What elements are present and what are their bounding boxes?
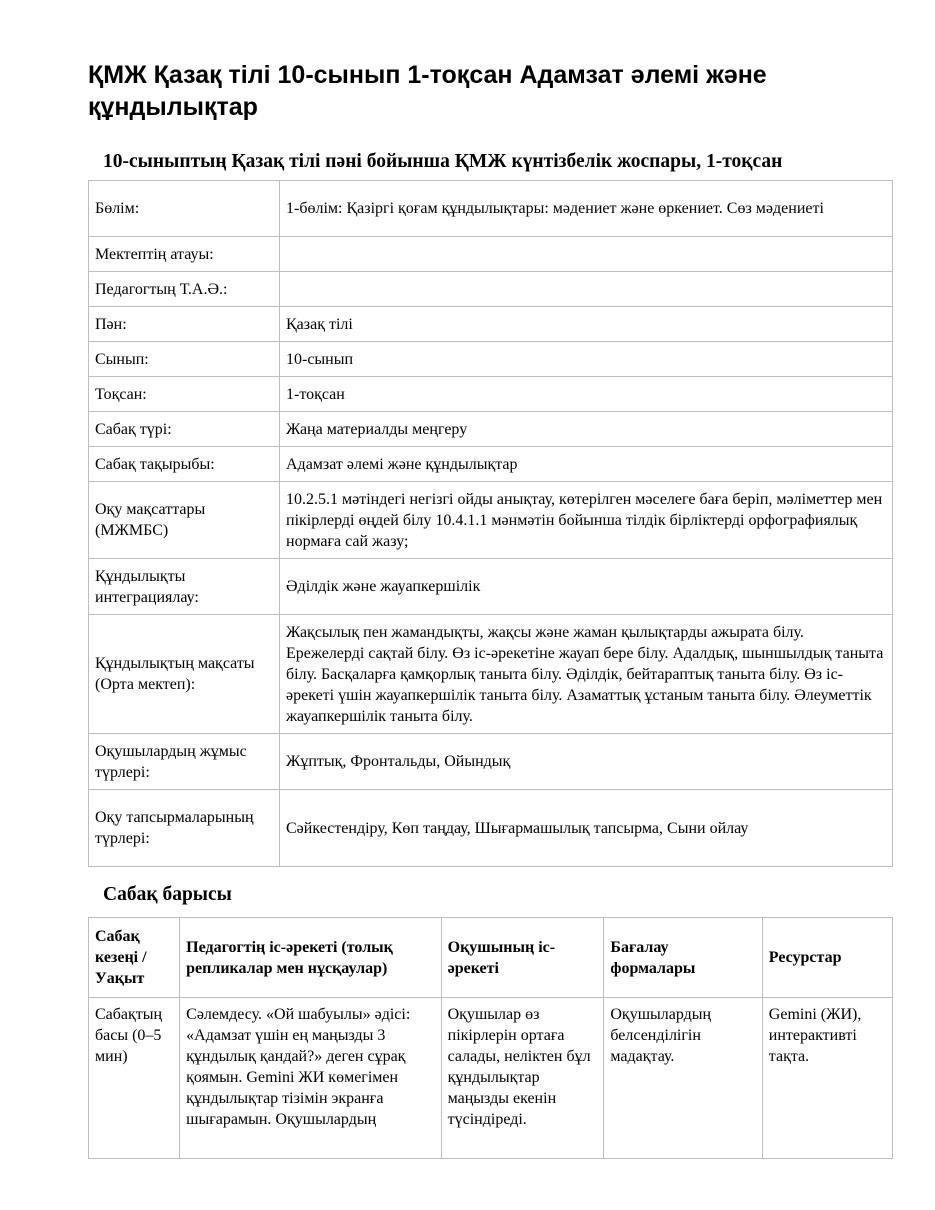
info-value: 1-бөлім: Қазіргі қоғам құндылықтары: мәдениет және өркениет. Сөз мәдениеті bbox=[280, 181, 893, 237]
info-label: Мектептің атауы: bbox=[89, 237, 280, 272]
info-value: Адамзат әлемі және құндылықтар bbox=[280, 447, 893, 482]
lesson-flow-table bbox=[88, 917, 893, 1159]
plan-heading: 10-сыныптың Қазақ тілі пәні бойынша ҚМЖ күнтізбелік жоспары, 1-тоқсан bbox=[103, 151, 783, 172]
column-header-resources: Ресурстар bbox=[762, 918, 892, 998]
info-value: 10-сынып bbox=[280, 342, 893, 377]
info-label: Сабақ түрі: bbox=[89, 412, 280, 447]
info-label: Оқушылардың жұмыс түрлері: bbox=[89, 734, 280, 790]
info-label: Тоқсан: bbox=[89, 377, 280, 412]
info-label: Бөлім: bbox=[89, 181, 280, 237]
cell-student-action: Оқушылар өз пікірлерін ортаға салады, неліктен бұл құндылықтар маңызды екенін түсіндіреді. bbox=[441, 998, 604, 1159]
info-label: Құндылықтың мақсаты (Орта мектеп): bbox=[89, 615, 280, 734]
table-row bbox=[89, 272, 893, 307]
info-value bbox=[280, 237, 893, 272]
column-header-student-action: Оқушының іс-әрекеті bbox=[441, 918, 604, 998]
table-row bbox=[89, 307, 893, 342]
table-row bbox=[89, 412, 893, 447]
table-row bbox=[89, 615, 893, 734]
info-label: Оқу мақсаттары (МЖМБС) bbox=[89, 482, 280, 559]
table-row bbox=[89, 734, 893, 790]
table-row bbox=[89, 237, 893, 272]
info-label: Пән: bbox=[89, 307, 280, 342]
table-header-row bbox=[89, 918, 893, 998]
info-label: Сынып: bbox=[89, 342, 280, 377]
info-value: Қазақ тілі bbox=[280, 307, 893, 342]
table-row bbox=[89, 342, 893, 377]
cell-stage: Сабақтың басы (0–5 мин) bbox=[89, 998, 180, 1159]
info-label: Оқу тапсырмаларының түрлері: bbox=[89, 790, 280, 867]
info-value: 1-тоқсан bbox=[280, 377, 893, 412]
table-row bbox=[89, 447, 893, 482]
info-value: Жақсылық пен жамандықты, жақсы және жаман қылықтарды ажырата білу. Ережелерді сақтай білу. Өз іс-әрекетіне жауап бере білу. Адалдық, шыншылдық таныта білу. Басқаларға қамқорлық таныта білу. Әділдік, бейтараптық таныта білу. Өз іс-әрекеті үшін жауапкершілік таныта білу. Азаматтық ұстаным таныта білу. Әлеуметтік жауапкершілік таныта білу. bbox=[280, 615, 893, 734]
column-header-assessment: Бағалау формалары bbox=[604, 918, 762, 998]
info-label: Құндылықты интеграциялау: bbox=[89, 559, 280, 615]
cell-assessment: Оқушылардың белсенділігін мадақтау. bbox=[604, 998, 762, 1159]
table-row bbox=[89, 482, 893, 559]
table-row bbox=[89, 790, 893, 867]
table-row bbox=[89, 377, 893, 412]
cell-teacher-action: Сәлемдесу. «Ой шабуылы» әдісі: «Адамзат үшін ең маңызды 3 құндылық қандай?» деген сұрақ қоямын. Gemini ЖИ көмегімен құндылықтар тізімін экранға шығарамын. Оқушылардың bbox=[180, 998, 441, 1159]
info-value: Сәйкестендіру, Көп таңдау, Шығармашылық тапсырма, Сыни ойлау bbox=[280, 790, 893, 867]
info-value: Әділдік және жауапкершілік bbox=[280, 559, 893, 615]
info-value: Жұптық, Фронтальды, Ойындық bbox=[280, 734, 893, 790]
info-value bbox=[280, 272, 893, 307]
info-value: Жаңа материалды меңгеру bbox=[280, 412, 893, 447]
table-row bbox=[89, 998, 893, 1159]
info-value: 10.2.5.1 мәтіндегі негізгі ойды анықтау, көтерілген мәселеге баға беріп, мәліметтер мен пікірлерді өңдей білу 10.4.1.1 мәнмәтін бойынша тілдік бірліктерді орфографиялық нормаға сай жазу; bbox=[280, 482, 893, 559]
lesson-heading: Сабақ барысы bbox=[103, 884, 232, 905]
cell-resources: Gemini (ЖИ), интерактивті тақта. bbox=[762, 998, 892, 1159]
column-header-teacher-action: Педагогтің іс-әрекеті (толық репликалар мен нұсқаулар) bbox=[180, 918, 441, 998]
document-page bbox=[88, 0, 893, 1159]
lesson-info-table bbox=[88, 180, 893, 867]
document-title: ҚМЖ Қазақ тілі 10-сынып 1-тоқсан Адамзат әлемі және құндылықтар bbox=[88, 61, 767, 121]
table-row bbox=[89, 181, 893, 237]
table-row bbox=[89, 559, 893, 615]
column-header-stage: Сабақ кезеңі / Уақыт bbox=[89, 918, 180, 998]
info-label: Педагогтың Т.А.Ә.: bbox=[89, 272, 280, 307]
info-label: Сабақ тақырыбы: bbox=[89, 447, 280, 482]
